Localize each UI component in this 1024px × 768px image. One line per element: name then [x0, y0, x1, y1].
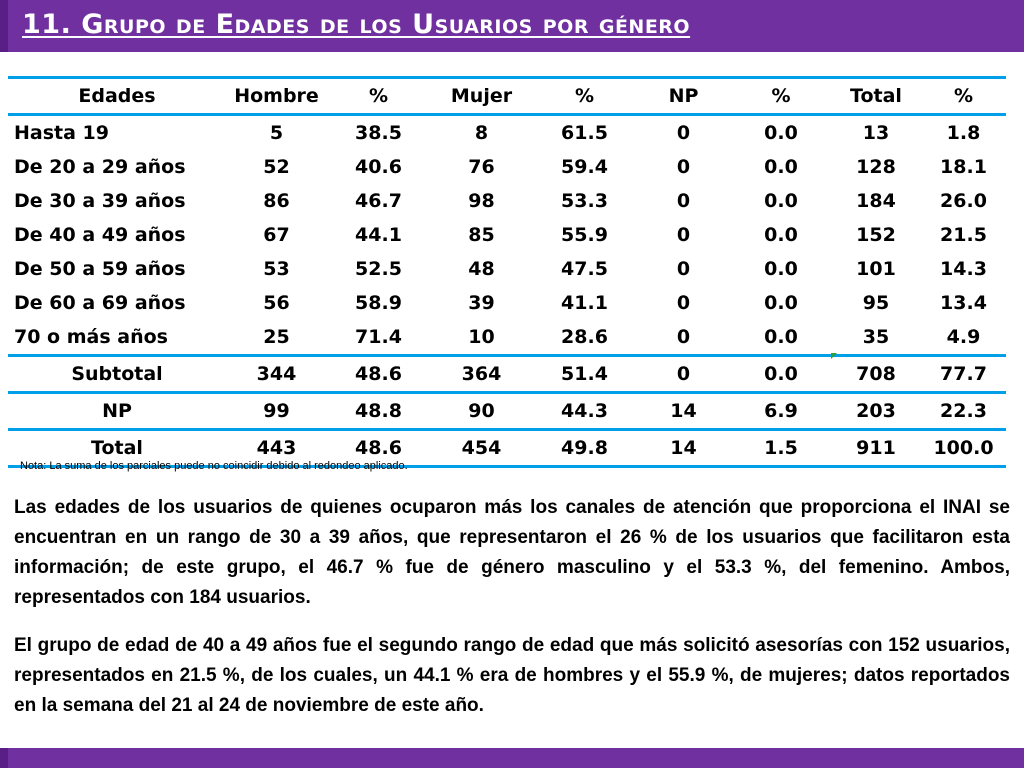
cell: 0	[676, 224, 691, 246]
cell: 911	[831, 430, 921, 467]
cell: 55.9	[561, 224, 608, 246]
cell: 8	[474, 122, 489, 144]
age-gender-table	[8, 76, 1006, 468]
cell: 67	[263, 224, 290, 246]
cell: 86	[263, 190, 290, 212]
table-row	[8, 286, 1006, 320]
cell: 95	[862, 292, 890, 314]
cell: 51.4	[533, 356, 636, 393]
cell: 35	[862, 326, 890, 348]
cell: 152	[856, 224, 896, 246]
cell: 14	[636, 393, 731, 430]
cell: 0.0	[731, 356, 831, 393]
cell: 0	[636, 356, 731, 393]
cell: 100.0	[921, 430, 1006, 467]
header-total: Total	[831, 78, 921, 115]
cell: 1.5	[731, 430, 831, 467]
table-note: Nota: La suma de los parciales puede no coincidir debido al redondeo aplicado.	[20, 460, 408, 472]
cell: 0.0	[764, 224, 798, 246]
cell: 41.1	[561, 292, 608, 314]
cell: 0	[676, 258, 691, 280]
row-label: Hasta 19	[14, 122, 109, 144]
cell: 4.9	[946, 326, 981, 348]
cell: 48.8	[327, 393, 430, 430]
cell: 14.3	[940, 258, 987, 280]
cell: 58.9	[355, 292, 402, 314]
cell: 14	[636, 430, 731, 467]
error-marker-icon	[831, 353, 837, 359]
cell: 0	[676, 122, 691, 144]
cell: 40.6	[355, 156, 402, 178]
cell: 48.6	[327, 356, 430, 393]
cell: 0	[676, 326, 691, 348]
cell: 0.0	[764, 156, 798, 178]
cell: 28.6	[561, 326, 608, 348]
cell: 56	[263, 292, 290, 314]
cell: 18.1	[940, 156, 987, 178]
table-row	[8, 184, 1006, 218]
table-row	[8, 320, 1006, 356]
header-total-pct: %	[921, 78, 1006, 115]
cell: 184	[856, 190, 896, 212]
cell: 71.4	[355, 326, 402, 348]
cell: 0	[676, 190, 691, 212]
cell: 443	[226, 430, 327, 467]
cell: 76	[468, 156, 495, 178]
cell: 0.0	[764, 292, 798, 314]
header-np: NP	[636, 78, 731, 115]
cell: 6.9	[731, 393, 831, 430]
header-hombre-pct: %	[327, 78, 430, 115]
table-header-row	[8, 78, 1006, 115]
cell: 0.0	[764, 258, 798, 280]
cell: 25	[263, 326, 290, 348]
row-label: NP	[8, 393, 226, 430]
cell: 44.1	[355, 224, 402, 246]
cell: 128	[856, 156, 896, 178]
cell: 0	[676, 292, 691, 314]
cell-subtotal-total	[831, 356, 921, 393]
table-row	[8, 218, 1006, 252]
cell: 48	[468, 258, 495, 280]
cell: 0.0	[764, 190, 798, 212]
cell: 13	[862, 122, 890, 144]
cell: 364	[430, 356, 533, 393]
table-row	[8, 252, 1006, 286]
row-label: Total	[8, 430, 226, 467]
row-label: De 20 a 29 años	[14, 156, 186, 178]
cell: 44.3	[533, 393, 636, 430]
header-edades: Edades	[8, 78, 226, 115]
cell: 26.0	[940, 190, 987, 212]
cell: 5	[269, 122, 284, 144]
cell: 22.3	[921, 393, 1006, 430]
cell: 48.6	[327, 430, 430, 467]
cell: 0	[676, 156, 691, 178]
cell: 85	[468, 224, 495, 246]
cell: 52	[263, 156, 290, 178]
cell: 0.0	[764, 326, 798, 348]
row-label: De 50 a 59 años	[14, 258, 186, 280]
row-label: 70 o más años	[14, 326, 168, 348]
np-row	[8, 393, 1006, 430]
page-title: 11. Grupo de Edades de los Usuarios por género	[22, 9, 691, 40]
cell: 101	[856, 258, 896, 280]
header-hombre: Hombre	[226, 78, 327, 115]
cell-value: 708	[856, 363, 896, 385]
cell: 203	[831, 393, 921, 430]
table-row	[8, 115, 1006, 151]
header-mujer: Mujer	[430, 78, 533, 115]
row-label: Subtotal	[8, 356, 226, 393]
title-bar	[0, 0, 1024, 52]
cell: 0.0	[764, 122, 798, 144]
cell: 59.4	[561, 156, 608, 178]
header-mujer-pct: %	[533, 78, 636, 115]
footer-bar-edge	[0, 748, 8, 768]
header-np-pct: %	[731, 78, 831, 115]
row-label: De 30 a 39 años	[14, 190, 186, 212]
cell: 344	[226, 356, 327, 393]
title-bar-edge	[0, 0, 8, 52]
cell: 39	[468, 292, 495, 314]
subtotal-row	[8, 356, 1006, 393]
row-label: De 40 a 49 años	[14, 224, 186, 246]
cell: 52.5	[355, 258, 402, 280]
row-label: De 60 a 69 años	[14, 292, 186, 314]
footer-bar	[0, 748, 1024, 768]
cell: 49.8	[533, 430, 636, 467]
cell: 53.3	[561, 190, 608, 212]
cell: 98	[468, 190, 495, 212]
cell: 10	[468, 326, 495, 348]
cell: 77.7	[921, 356, 1006, 393]
cell: 38.5	[355, 122, 402, 144]
cell: 13.4	[940, 292, 987, 314]
cell: 99	[226, 393, 327, 430]
cell: 46.7	[355, 190, 402, 212]
paragraph-2: El grupo de edad de 40 a 49 años fue el segundo rango de edad que más solicitó asesorías con 152 usuarios, representados en 21.5 %, de los cuales, un 44.1 % era de hombres y el 55.9 %, de mujeres; datos reportados en la semana del 21 al 24 de noviembre de este año.	[14, 635, 1010, 716]
cell: 61.5	[561, 122, 608, 144]
cell: 1.8	[946, 122, 981, 144]
cell: 21.5	[940, 224, 987, 246]
cell: 90	[430, 393, 533, 430]
cell: 47.5	[561, 258, 608, 280]
cell: 53	[263, 258, 290, 280]
cell: 454	[430, 430, 533, 467]
paragraph-1: Las edades de los usuarios de quienes ocuparon más los canales de atención que proporciona el INAI se encuentran en un rango de 30 a 39 años, que representaron el 26 % de los usuarios que facilitaron esta información; de este grupo, el 46.7 % fue de género masculino y el 53.3 %, del femenino. Ambos, representados con 184 usuarios.	[14, 497, 1010, 608]
table-row	[8, 150, 1006, 184]
